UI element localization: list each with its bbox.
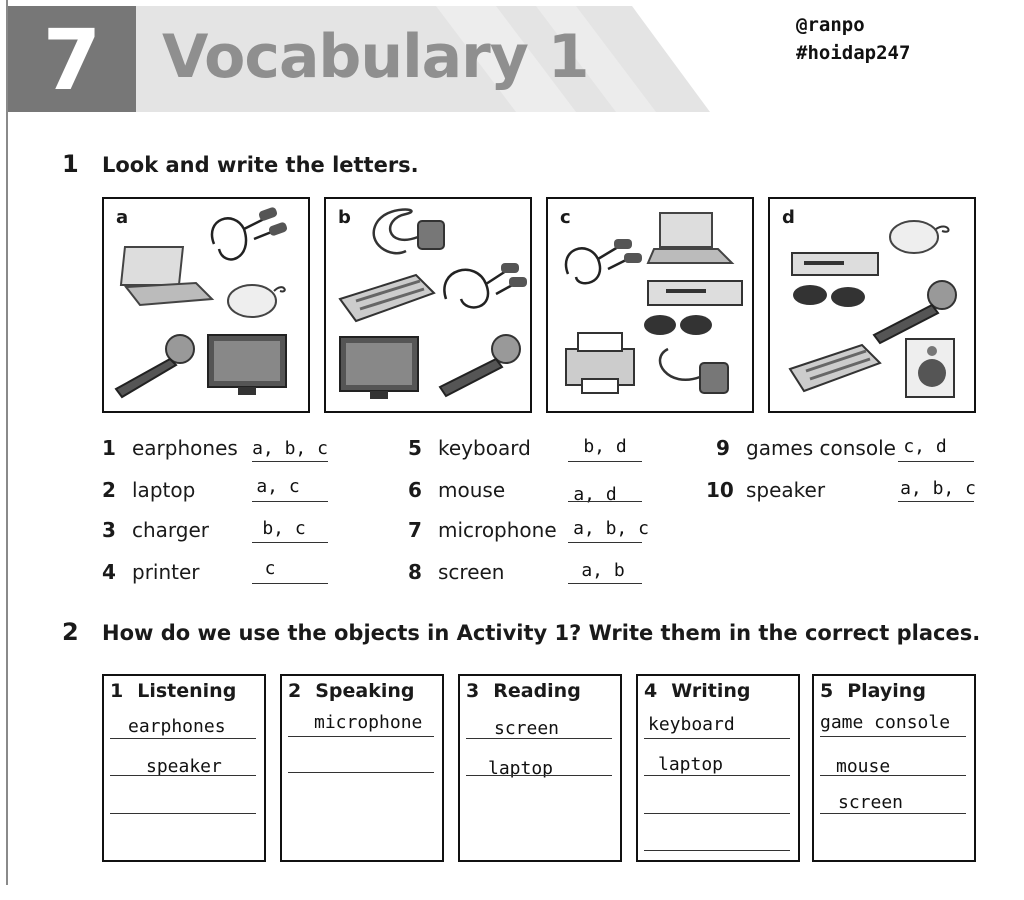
keyboard-icon <box>340 275 434 321</box>
picture-letter: b <box>338 207 351 228</box>
answer-text: b, d <box>583 436 627 457</box>
item-label: charger <box>132 518 210 542</box>
entry-line <box>644 850 790 851</box>
entry-line <box>288 736 434 737</box>
entry-line <box>288 772 434 773</box>
answer-text: a, b, c <box>252 438 328 459</box>
item-label: printer <box>132 560 200 584</box>
entry-text: keyboard <box>648 714 735 735</box>
answer-text: a, b, c <box>900 478 976 499</box>
picture-d <box>768 197 976 413</box>
entry-text: screen <box>494 718 560 739</box>
category-heading: 4 Writing <box>644 680 751 702</box>
entry-line <box>644 738 790 739</box>
category-heading: 3 Reading <box>466 680 581 702</box>
entry-text: microphone <box>314 712 423 733</box>
entry-text: earphones <box>128 716 226 737</box>
earphones-icon <box>566 239 642 283</box>
item-number: 2 <box>102 478 116 502</box>
answer-text: a, b <box>581 560 625 581</box>
entry-line <box>110 738 256 739</box>
item-label: laptop <box>132 478 196 502</box>
picture-c <box>546 197 754 413</box>
microphone-icon <box>440 335 520 396</box>
gamepad-icon <box>793 285 865 307</box>
activity1-instruction: Look and write the letters. <box>102 153 419 177</box>
picture-a <box>102 197 310 413</box>
screen-icon <box>208 335 286 395</box>
answer-line <box>252 461 328 462</box>
entry-text: game console <box>820 712 951 733</box>
entry-line <box>466 775 612 776</box>
picture-b <box>324 197 532 413</box>
laptop-icon <box>648 213 732 263</box>
keyboard-icon <box>790 345 880 391</box>
unit-number: 7 <box>42 11 102 109</box>
games-console-icon <box>792 253 878 275</box>
printer-icon <box>566 333 634 393</box>
entry-line <box>110 813 256 814</box>
gamepad-icon <box>644 315 712 335</box>
item-number: 10 <box>706 478 734 502</box>
answer-text: b, c <box>262 518 306 539</box>
entry-line <box>644 813 790 814</box>
answer-line <box>252 542 328 543</box>
earphones-icon <box>444 263 527 307</box>
picture-letter: a <box>116 207 129 228</box>
entry-text: laptop <box>488 758 554 779</box>
answer-text: c, d <box>903 436 947 457</box>
answer-line <box>252 501 328 502</box>
answer-text: a, b, c <box>573 518 649 539</box>
category-playing <box>812 674 976 862</box>
item-number: 4 <box>102 560 116 584</box>
item-label: microphone <box>438 518 557 542</box>
entry-line <box>820 775 966 776</box>
category-writing <box>636 674 800 862</box>
games-console-icon <box>648 281 742 305</box>
mouse-icon <box>228 285 285 317</box>
watermark-hashtag: #hoidap247 <box>796 42 911 64</box>
answer-line <box>568 583 642 584</box>
category-heading: 5 Playing <box>820 680 926 702</box>
item-label: keyboard <box>438 436 531 460</box>
category-listening <box>102 674 266 862</box>
charger-icon <box>374 210 444 254</box>
item-label: mouse <box>438 478 506 502</box>
answer-line <box>252 583 328 584</box>
microphone-icon <box>874 281 956 343</box>
answer-text: c <box>264 558 276 579</box>
activity2-instruction: How do we use the objects in Activity 1? Write them in the correct places. <box>102 621 981 645</box>
item-number: 1 <box>102 436 116 460</box>
charger-icon <box>660 349 728 393</box>
answer-text: a, c <box>256 476 300 497</box>
answer-line <box>568 542 642 543</box>
item-number: 9 <box>716 436 730 460</box>
item-label: speaker <box>746 478 826 502</box>
item-number: 3 <box>102 518 116 542</box>
speaker-icon <box>906 339 954 397</box>
entry-line <box>466 738 612 739</box>
answer-line <box>568 461 642 462</box>
answer-line <box>898 461 974 462</box>
entry-line <box>820 813 966 814</box>
activity1-number: 1 <box>62 150 79 178</box>
item-number: 7 <box>408 518 422 542</box>
item-label: screen <box>438 560 505 584</box>
entry-line <box>644 775 790 776</box>
watermark-user: @ranpo <box>796 14 865 36</box>
category-reading <box>458 674 622 862</box>
category-heading: 1 Listening <box>110 680 237 702</box>
screen-icon <box>340 337 418 399</box>
entry-text: mouse <box>836 756 891 777</box>
category-heading: 2 Speaking <box>288 680 415 702</box>
item-label: games console <box>746 436 896 460</box>
microphone-icon <box>116 335 194 397</box>
entry-line <box>110 775 256 776</box>
item-number: 5 <box>408 436 422 460</box>
page-left-rule <box>6 0 8 885</box>
item-label: earphones <box>132 436 238 460</box>
entry-text: screen <box>838 792 904 813</box>
picture-letter: d <box>782 207 795 228</box>
picture-letter: c <box>560 207 571 228</box>
category-speaking <box>280 674 444 862</box>
entry-line <box>820 736 966 737</box>
laptop-icon <box>121 247 212 305</box>
answer-line <box>568 501 642 502</box>
item-number: 6 <box>408 478 422 502</box>
page-title: Vocabulary 1 <box>162 22 589 92</box>
item-number: 8 <box>408 560 422 584</box>
answer-line <box>898 501 974 502</box>
activity2-number: 2 <box>62 618 79 646</box>
entry-text: speaker <box>146 756 222 777</box>
entry-text: laptop <box>658 754 724 775</box>
answer-text: a, d <box>573 484 617 505</box>
mouse-icon <box>890 221 949 253</box>
earphones-icon <box>212 206 288 259</box>
